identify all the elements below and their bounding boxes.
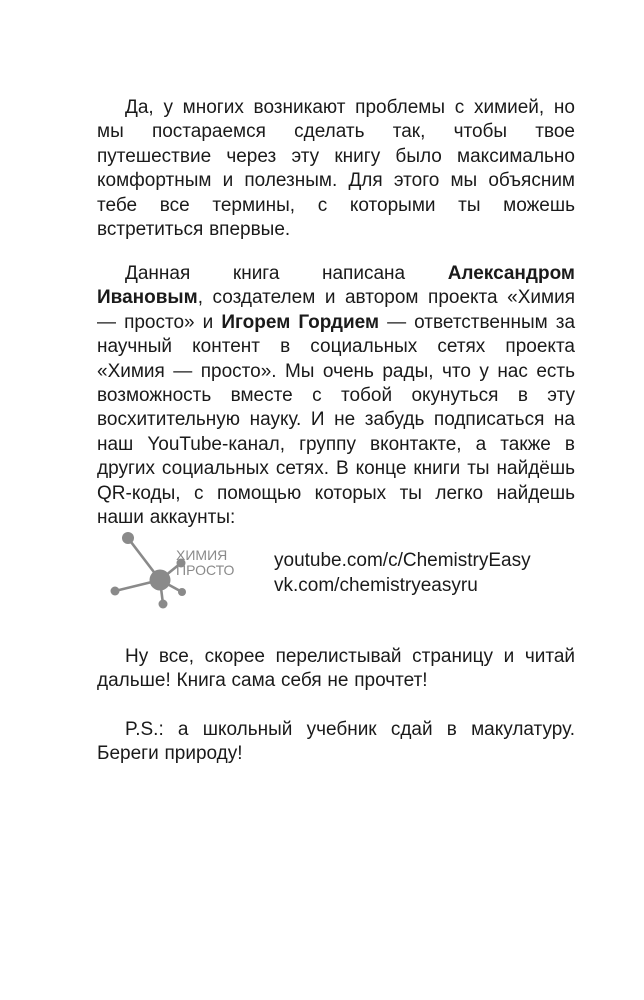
social-links <box>274 548 531 598</box>
authors-intro-text: Данная книга написана <box>125 263 448 284</box>
author-name-1: Александром Ивановым <box>97 263 575 309</box>
social-text: — ответственным за научный контент в социальных сетях проекта «Химия — просто». Мы очень рады, что у нас есть возможность вместе с тобой окунуться в эту восхитительную науку. И не забудь подписаться на наш YouTube-канал, группу вконтакте, а также в других социальных сетях. В конце книги ты найдёшь QR-коды, с помощью которых ты легко найдешь наши аккаунты: <box>97 311 576 529</box>
postscript-paragraph: P.S.: а школьный учебник сдай в макулатуру. Береги природу! <box>97 719 575 765</box>
intro-paragraph-2 <box>97 262 575 530</box>
project-logo <box>97 528 257 618</box>
youtube-link[interactable]: youtube.com/c/ChemistryEasy <box>274 550 531 571</box>
logo-line-1: ХИМИЯ <box>176 547 228 563</box>
molecule-icon <box>97 528 257 618</box>
author-name-2: Игорем Гордием <box>221 311 380 333</box>
intro-paragraph-1: Да, у многих возникают проблемы с химией, но мы постараемся сделать так, чтобы твое путешествие через эту книгу было максимально комфортным и полезным. Для этого мы объясним тебе все термины, с которыми ты можешь встретиться впервые. <box>97 97 575 241</box>
vk-link[interactable]: vk.com/chemistryeasyru <box>274 575 478 596</box>
logo-line-2: ПРОСТО <box>176 562 235 578</box>
project-text: , создателем и автором проекта «Химия — просто» и <box>97 287 575 333</box>
closing-paragraph: Ну все, скорее перелистывай страницу и читай дальше! Книга сама себя не прочтет! <box>97 646 575 692</box>
